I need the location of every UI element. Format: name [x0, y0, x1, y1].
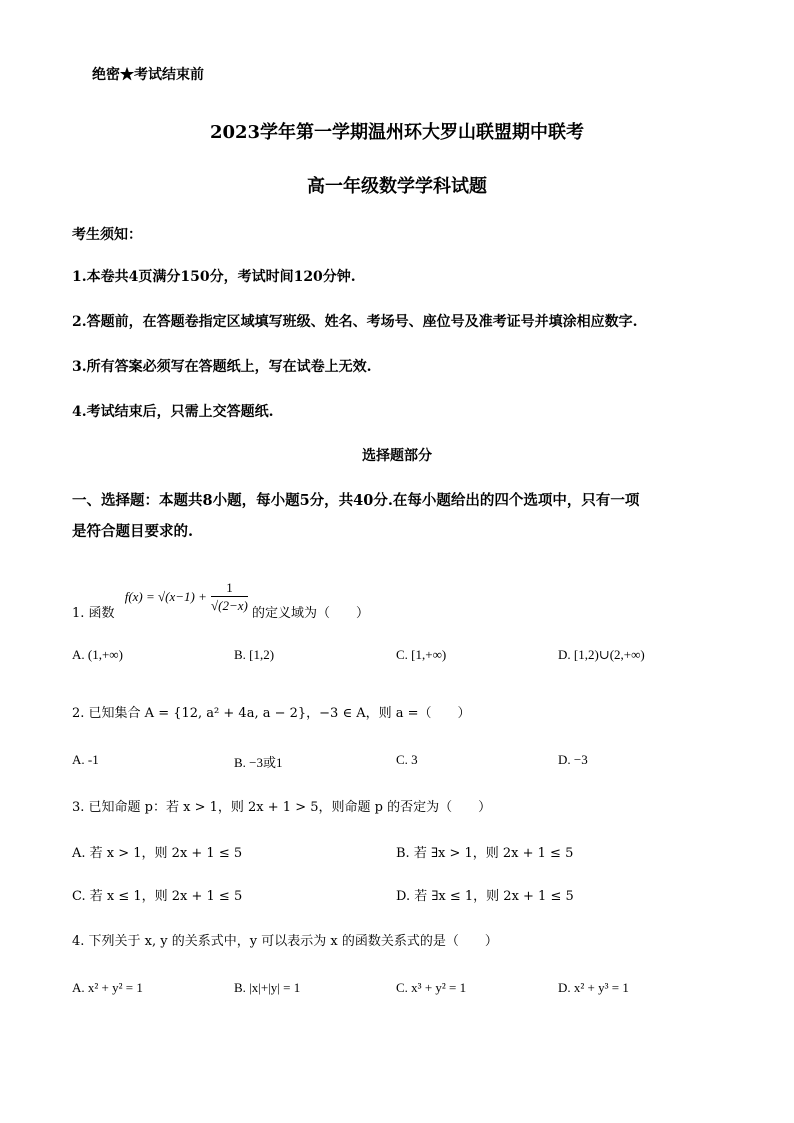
question-4-number: 4. — [72, 934, 85, 949]
question-3-option-d: D. 若 ∃x ≤ 1，则 2x + 1 ≤ 5 — [396, 889, 574, 904]
question-3-number: 3. — [72, 800, 85, 815]
notice-item-4: 4.考试结束后，只需上交答题纸. — [72, 404, 274, 420]
question-4-stem: 下列关于 x, y 的关系式中，y 可以表示为 x 的函数关系式的是（ ） — [88, 934, 498, 949]
question-2-option-c: C. 3 — [396, 752, 418, 767]
question-4-option-d: D. x² + y³ = 1 — [558, 980, 629, 995]
question-1-option-a: A. (1,+∞) — [72, 647, 123, 662]
question-2-stem: 已知集合 A = {12, a² + 4a, a − 2}，−3 ∈ A，则 a =（ ） — [88, 706, 471, 721]
question-1-function: f(x) = √(x−1) + — [124, 589, 207, 604]
question-1-option-b: B. [1,2) — [234, 647, 275, 662]
question-2-option-a: A. -1 — [72, 752, 99, 767]
notice-item-2: 2.答题前，在答题卷指定区域填写班级、姓名、考场号、座位号及准考证号并填涂相应数字. — [72, 314, 638, 330]
part-one-instructions-line1: 一、选择题：本题共8小题，每小题5分，共40分.在每小题给出的四个选项中，只有一项 — [72, 492, 640, 509]
question-4-option-c: C. x³ + y² = 1 — [396, 980, 467, 995]
question-2 — [72, 702, 471, 721]
question-1-prefix: 函数 — [88, 606, 115, 621]
question-1-number: 1. — [72, 606, 85, 621]
question-1-fraction — [211, 580, 248, 615]
section-title: 选择题部分 — [362, 448, 432, 464]
question-3-option-c: C. 若 x ≤ 1，则 2x + 1 ≤ 5 — [72, 889, 243, 904]
part-one-instructions-line2: 是符合题目要求的. — [72, 523, 194, 540]
question-4-option-a: A. x² + y² = 1 — [72, 980, 143, 995]
question-1-fraction-numerator: 1 — [211, 580, 248, 597]
question-3-stem: 已知命题 p：若 x > 1，则 2x + 1 > 5，则命题 p 的否定为（ ） — [88, 800, 492, 815]
notice-item-3: 3.所有答案必须写在答题纸上，写在试卷上无效. — [72, 359, 372, 375]
question-4 — [72, 930, 498, 949]
question-1-option-c: C. [1,+∞) — [396, 647, 447, 662]
question-2-option-b: B. −3或1 — [234, 755, 283, 770]
question-2-number: 2. — [72, 706, 85, 721]
question-3-option-a: A. 若 x > 1，则 2x + 1 ≤ 5 — [72, 846, 243, 861]
exam-subtitle: 高一年级数学学科试题 — [307, 176, 487, 197]
notice-item-1: 1.本卷共4页满分150分，考试时间120分钟. — [72, 269, 356, 285]
question-1-suffix: 的定义域为（ ） — [252, 606, 370, 621]
notice-heading: 考生须知： — [72, 227, 142, 243]
top-secret-label: 绝密★考试结束前 — [92, 67, 204, 83]
exam-title: 2023学年第一学期温州环大罗山联盟期中联考 — [209, 122, 585, 143]
question-1-fraction-denominator: √(2−x) — [211, 598, 248, 613]
question-4-option-b: B. |x|+|y| = 1 — [234, 980, 301, 995]
question-1-option-d: D. [1,2)∪(2,+∞) — [558, 647, 645, 662]
question-3 — [72, 796, 491, 815]
question-1 — [72, 566, 370, 621]
question-2-option-d: D. −3 — [558, 752, 588, 767]
question-3-option-b: B. 若 ∃x > 1，则 2x + 1 ≤ 5 — [396, 846, 574, 861]
